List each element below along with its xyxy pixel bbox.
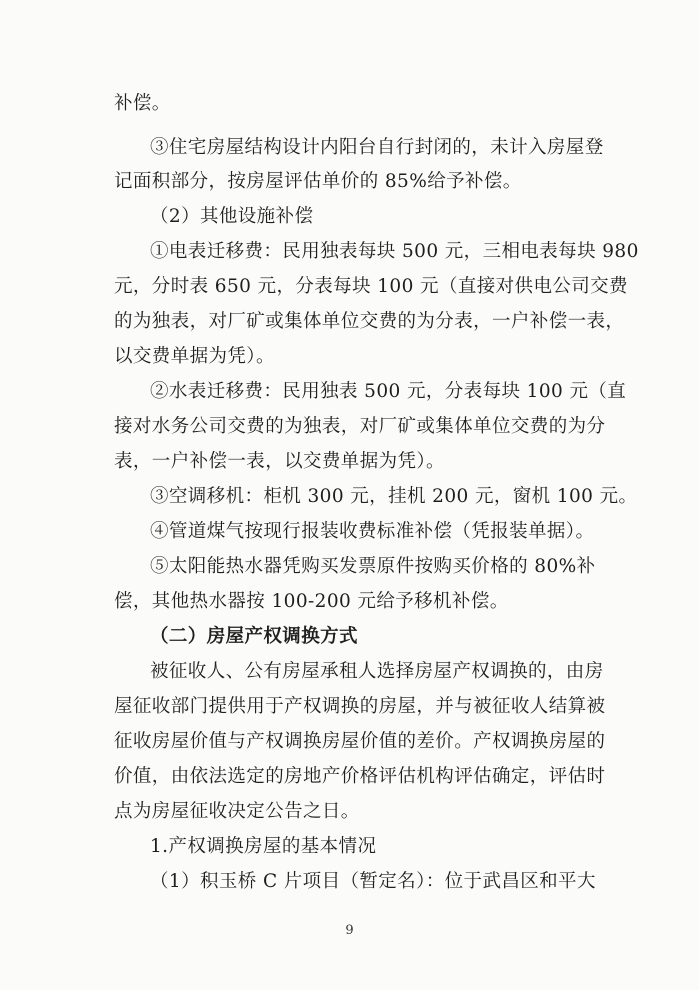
- paragraph-line: ②水表迁移费：民用独表 500 元，分表每块 100 元（直: [150, 381, 627, 402]
- paragraph-line: （1）积玉桥 C 片项目（暂定名）：位于武昌区和平大: [150, 871, 596, 892]
- paragraph-line: ④管道煤气按现行报装收费标准补偿（凭报装单据）。: [150, 521, 595, 542]
- paragraph-line: 屋征收部门提供用于产权调换的房屋，并与被征收人结算被: [114, 696, 606, 717]
- paragraph-line: ③空调移机：柜机 300 元，挂机 200 元，窗机 100 元。: [150, 486, 638, 507]
- paragraph-line: 点为房屋征收决定公告之日。: [114, 801, 360, 822]
- section-subheading: 1.产权调换房屋的基本情况: [150, 836, 377, 857]
- paragraph-line: 接对水务公司交费的为独表，对厂矿或集体单位交费的为分: [114, 416, 606, 437]
- paragraph-line: 的为独表，对厂矿或集体单位交费的为分表，一户补偿一表，: [114, 311, 625, 332]
- paragraph-line: 以交费单据为凭）。: [114, 346, 275, 367]
- paragraph-line: 价值，由依法选定的房地产价格评估机构评估确定，评估时: [114, 766, 606, 787]
- paragraph-line: 被征收人、公有房屋承租人选择房屋产权调换的，由房: [150, 661, 604, 682]
- paragraph-line: ⑤太阳能热水器凭购买发票原件按购买价格的 80%补: [150, 556, 596, 577]
- paragraph-line: ①电表迁移费：民用独表每块 500 元，三相电表每块 980: [150, 241, 639, 262]
- paragraph-line: 征收房屋价值与产权调换房屋价值的差价。产权调换房屋的: [114, 731, 606, 752]
- paragraph-line: ③住宅房屋结构设计内阳台自行封闭的，未计入房屋登: [150, 137, 604, 158]
- paragraph-line: 偿，其他热水器按 100-200 元给予移机补偿。: [114, 591, 509, 612]
- paragraph-line: 补偿。: [114, 93, 171, 114]
- paragraph-line: 表，一户补偿一表，以交费单据为凭）。: [114, 451, 445, 472]
- page-number: 9: [345, 923, 354, 938]
- paragraph-line: 元，分时表 650 元，分表每块 100 元（直接对供电公司交费: [114, 276, 628, 297]
- section-heading: （二）房屋产权调换方式: [150, 626, 358, 647]
- section-subheading: （2）其他设施补偿: [150, 206, 314, 227]
- paragraph-line: 记面积部分，按房屋评估单价的 85%给予补偿。: [114, 171, 522, 192]
